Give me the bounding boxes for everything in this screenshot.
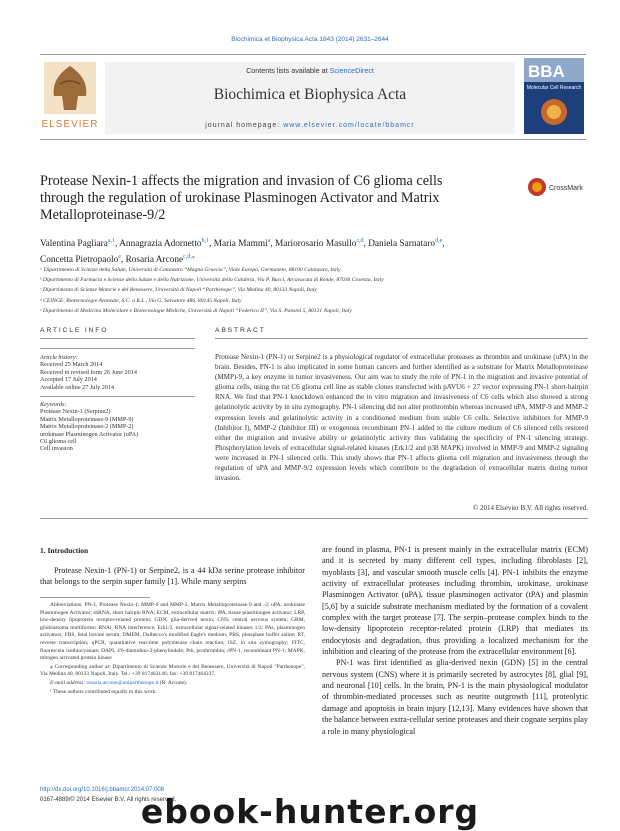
author-separator: , (363, 239, 369, 250)
intro-paragraph: PN-1 was first identified as glia-derived nexin (GDN) [5] in the central nervous system (CNS) where it is primarily secreted by astrocytes [8], glial [9], and neuronal [10] cells. In the brain, PN-1 is the main physiological modulator of thrombin-mediated processes such as neurite outgrowth [11], proteolytic damage and apoptosis in brain injury [12,13]. Many evidences have shown that the balance between extra-cellular serine proteases and their cognate serpins play a role in many physiological (322, 658, 588, 736)
homepage-prefix: journal homepage: (205, 122, 284, 129)
doi-link[interactable]: http://dx.doi.org/10.1016/j.bbamcr.2014.07.008 (40, 787, 165, 793)
footnotes (40, 602, 305, 697)
equal-contribution-footnote: ¹ These authors contributed equally to this work. (50, 688, 157, 695)
sciencedirect-link[interactable]: ScienceDirect (329, 66, 374, 75)
affiliation-line: ᵇ Dipartimento di Farmacia e Scienze della Salute e della Nutrizione, Università della Calabria, Via P. Bucci, Arcavacata di Rende, 87036 Cosenza, Italy (40, 277, 384, 284)
author-affiliation-marker[interactable]: e (118, 254, 121, 261)
corresponding-footnote: ⁎ Corresponding author at: Dipartimento di Scienze Motorie e del Benessere, Università di Napoli "Parthenope", Via Medina 40, 80133 Napoli, Italy. Tel.: +39 817463146; fax: +39 817464237. (40, 663, 305, 678)
email-footnote (40, 680, 305, 688)
crossmark-label: CrossMark (549, 185, 583, 192)
author-name: Rosaria Arcone (125, 255, 184, 266)
author-separator: , (209, 239, 214, 250)
keywords-label: Keywords: (40, 401, 67, 409)
article-info (40, 354, 195, 453)
issn-line: 0167-4889/© 2014 Elsevier B.V. All rights reserved. (40, 797, 177, 803)
article-title: Protease Nexin-1 affects the migration and invasion of C6 glioma cells through the regulation of urokinase Plasminogen Activator and Matrix Metalloproteinase-9/2 (40, 173, 443, 223)
divider (215, 338, 588, 339)
homepage-link[interactable]: www.elsevier.com/locate/bbamcr (283, 122, 415, 129)
divider (40, 338, 195, 339)
author-name: Concetta Pietropaolo (40, 255, 119, 266)
intro-paragraph: Protease Nexin-1 (PN-1) or Serpine2, is a 44 kDa serine protease inhibitor that belongs to the serpin super family [1]. While many serpins (40, 566, 305, 587)
history-item: Received 25 March 2014 (40, 361, 103, 369)
email-label: E-mail address: (50, 679, 87, 686)
abstract-heading: ABSTRACT (215, 327, 266, 334)
affiliation-line: ᵈ CEINGE, Biotecnologie Avanzate, S.C. a R.L., Via G. Salvatore 486, 80145 Napoli, Italy (40, 297, 242, 304)
author-affiliation-marker[interactable]: a,1 (107, 238, 116, 244)
author-separator: , (442, 239, 445, 250)
divider (40, 348, 195, 349)
history-item: Available online 27 July 2014 (40, 383, 115, 391)
history-list (40, 361, 195, 391)
cover-subtitle: Molecular Cell Research (526, 85, 582, 91)
keyword-item: C6 glioma cell (40, 438, 77, 446)
author-separator: , (120, 255, 126, 266)
contents-line (105, 66, 515, 75)
keyword-item: Matrix Metalloproteinase-9 (MMP-9) (40, 415, 134, 423)
journal-cover-image (524, 58, 584, 134)
author-separator: , (270, 239, 276, 250)
author-list (40, 235, 588, 267)
email-link[interactable]: rosaria.arcone@uniparthenope.it (86, 679, 159, 686)
abbreviations-footnote: Abbreviations: PN-1, Protease Nexin-1; MMP-9 and MMP-2, Matrix Metalloproteinase-9 and -2; uPA, urokinase Plasminogen Activator; shRNA, short hairpin RNA; ECM, extracellular matrix; tPA, tissue plasminogen activator; LRP, low-density lipoprotein receptor-related protein; GDN, glia-derived nexin; CNS, central nervous system; GBM, glioblastoma multiforme; RNAi, RNA interference; Erk1/2, extracellular signal-related kinases 1/2; PAs, plasminogen activators; FBS, fetal bovine serum; DMEM, Dulbecco's modified Eagle's medium; PBS, phosphate buffer saline; RT, reverse transcription; qPCR, quantitative real-time polymerase chain reaction; ISZ, in situ zymography; FITC, fluorescein isothiocyanate; DAPI, 4′6-diamidino-2-phenylindole; Pth, prothrombin; rPN-1, recombinant PN-1; MAPK, mitogen activated protein kinase (40, 602, 305, 662)
history-label: Article history: (40, 354, 78, 361)
author-separator: , (115, 239, 120, 250)
divider (40, 396, 195, 397)
intro-paragraph: are found in plasma, PN-1 is present mainly in the extracellular matrix (ECM) and it is secreted by many different cell types, including fibroblasts [2], myoblasts [3], and vascular smooth muscle cells [4]. PN-1 inhibits the enzyme activity of extracellular proteases including thrombin, urokinase, urokinase Plasminogen Activator (uPA), tissue plasminogen activator (tPA) and plasmin [5,6] by a suicide substrate mechanism mediated by the formation of a covalent complex with the target protease [7]. The serpin–protease complex binds to the low-density lipoprotein receptor-related protein (LRP) that mediates its endocytosis and degradation, thus providing a localized mechanism for the inhibition and clearing of the protease from the extracellular environment [6]. (322, 545, 588, 657)
intro-right-column (322, 544, 588, 737)
email-suffix: (R. Arcone). (158, 679, 188, 686)
affiliations (40, 265, 588, 316)
keyword-item: Matrix Metalloproteinase-2 (MMP-2) (40, 423, 134, 431)
author-affiliation-marker[interactable]: b,1 (201, 238, 210, 244)
copyright: © 2014 Elsevier B.V. All rights reserved. (472, 504, 588, 512)
author-name: Maria Mammì (213, 239, 268, 250)
abstract-text: Protease Nexin-1 (PN-1) or Serpine2 is a physiological regulator of extracellular proteases as thrombin and urokinase (uPA) in the brain. Besides, PN-1 is also implicated in some human cancers and further identified as a substrate for Matrix Metalloproteinase (MMP)-9, a key enzyme in tumor invasiveness. Our aim was to study the role of PN-1 in the migration and invasive potential of glioma cells, using the rat C6 glioma cell line as stable clones transfected with pAVU6 + 27 vector expressing PN-1 short-hairpin RNA. We find that PN-1 knockdown enhanced the in vitro migration and invasiveness of C6 cells which also showed a strong gelatinolytic activity by in situ zymography. PN-1 silencing did not alter prothrombin whereas increased uPA, MMP-9 and MMP-2 expression levels and gelatinolytic activity in a conditioned medium from stable C6 cells. Selective inhibitors for MMP-9 (Inhibitor I), MMP-2 (Inhibitor III) or exogenous recombinant PN-1 added to the culture medium of C6 silenced cells restored either the migration and invasive ability or gelatinolytic activity thus validating the specificity of PN-1 silencing strategy. Phosphorylation levels of extracellular signal-related kinases (Erk1/2 and p38 MAPK) involved in MMP-9 and MMP-2 signaling were increased in PN-1 silenced cells. This study shows that PN-1 affects glioma cell migration and invasiveness through the regulation of uPA and MMP-9/2 expression levels which contribute to the degradation of extracellular matrix during tumor invasion. (215, 353, 588, 483)
affiliation-line: ᶜ Dipartimento di Scienze Motorie e del Benessere, Università di Napoli “Parthenope”, Via Medina 40, 80133 Napoli, Italy (40, 287, 317, 294)
keyword-item: Protease Nexin-1 (Serpine2) (40, 408, 111, 416)
affiliation-line: ᵃ Dipartimento di Scienze della Salute, Università di Catanzaro “Magna Graecia”, Viale Europa, Germaneto, 88100 Catanzaro, Italy (40, 267, 341, 273)
author-name: Daniela Sarnataro (368, 239, 436, 250)
journal-citation: Biochimica et Biophysica Acta 1843 (2014) 2631–2644 (231, 36, 389, 43)
elsevier-wordmark: ELSEVIER (41, 119, 99, 130)
author-affiliation-marker[interactable]: c,d,⁎ (183, 254, 195, 261)
keyword-item: urokinase Plasminogen Activator (uPA) (40, 430, 139, 438)
author-affiliation-marker[interactable]: d,e (435, 238, 443, 244)
journal-homepage (105, 122, 515, 129)
history-item: Accepted 17 July 2014 (40, 376, 97, 384)
affiliation-line: ᵉ Dipartimento di Medicina Molecolare e Biotecnologie Mediche, Università di Napoli “Federico II”, Via S. Pansini 5, 80131 Napoli, Italy (40, 307, 352, 314)
section-heading: 1. Introduction (40, 546, 89, 555)
author-name: Annagrazia Adornetto (119, 239, 202, 250)
divider (40, 518, 588, 519)
crossmark-badge[interactable] (527, 176, 591, 198)
keyword-item: Cell invasion (40, 445, 73, 453)
keyword-list (40, 408, 195, 452)
author-affiliation-marker[interactable]: c,d (356, 238, 364, 244)
history-item: Received in revised form 26 June 2014 (40, 368, 137, 376)
article-info-heading: ARTICLE INFO (40, 327, 109, 334)
cover-title: BBA (528, 62, 565, 81)
journal-title: Biochimica et Biophysica Acta (213, 86, 407, 103)
watermark-text: ebook-hunter.org (140, 792, 480, 831)
author-name: Valentina Pagliara (40, 239, 108, 250)
author-name: Mariorosario Masullo (275, 239, 357, 250)
contents-prefix: Contents lists available at (246, 66, 330, 75)
footnote-rule (40, 597, 150, 598)
elsevier-logo (38, 60, 102, 132)
author-affiliation-marker[interactable]: a (267, 238, 271, 244)
